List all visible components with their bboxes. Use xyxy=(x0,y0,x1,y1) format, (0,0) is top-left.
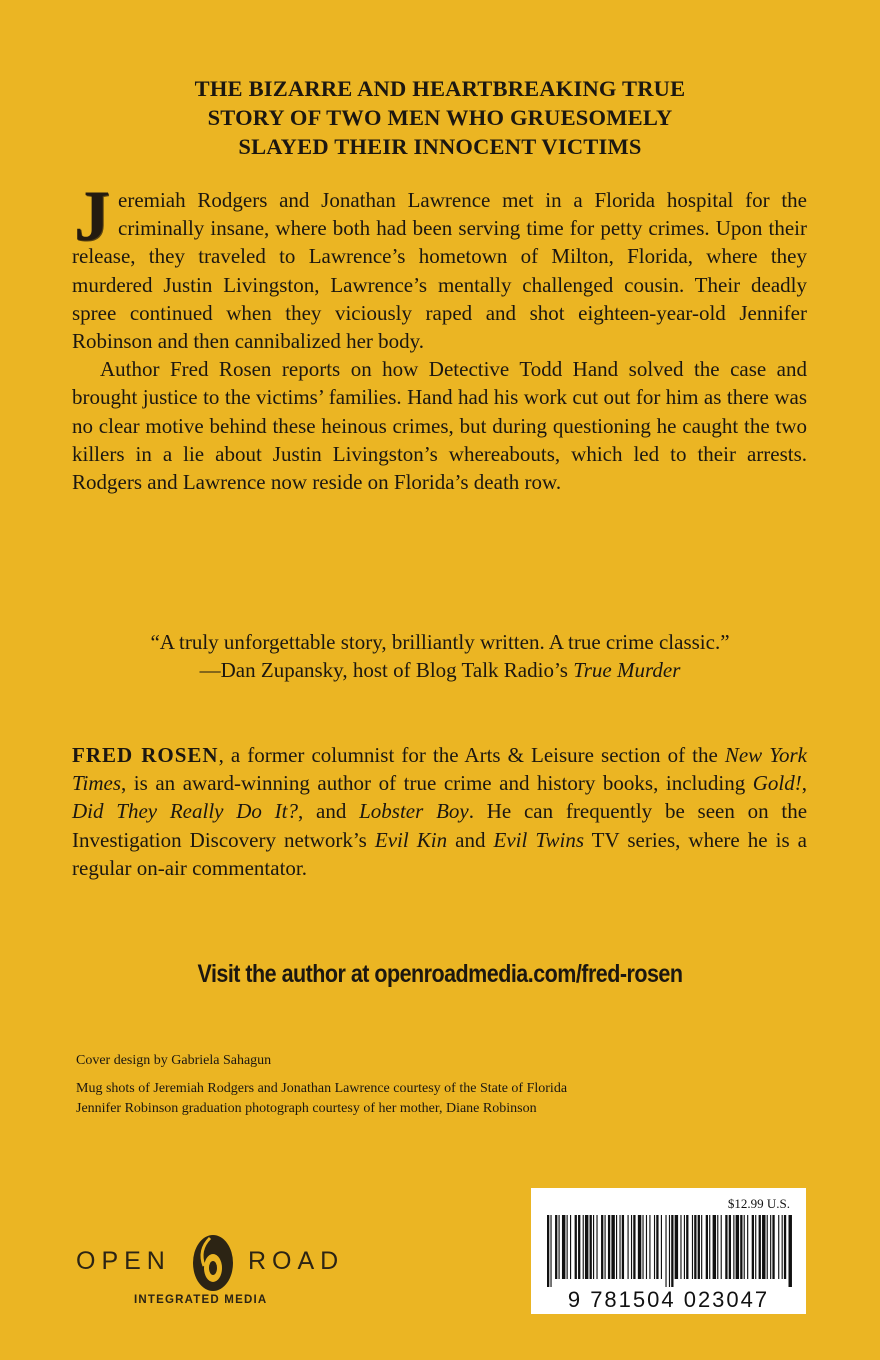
bio-show-2: Evil Twins xyxy=(493,827,585,852)
bio-text-7: TV series, where he is a regular on-air commentator. xyxy=(72,827,808,880)
isbn-barcode-box xyxy=(531,1188,806,1314)
bio-book-1: Gold! xyxy=(752,771,802,796)
isbn-digits: 9 781504 023047 xyxy=(567,1287,770,1312)
bio-text-3: , xyxy=(801,771,807,796)
headline-line-2: STORY OF TWO MEN WHO GRUESOMELY xyxy=(207,105,673,130)
quote-attribution xyxy=(60,656,820,684)
bio-show-1: Evil Kin xyxy=(374,827,448,852)
description-paragraph-1-text: eremiah Rodgers and Jonathan Lawrence met in a Florida hospital for the criminally insane, where both had been serving time for petty crimes. Upon their release, they traveled to Lawrence’s hometown of Milton, Florida, where they murdered Justin Livingston, Lawrence’s mentally challenged cousin. Their deadly spree continued when they viciously raped and shot eighteen-year-old Jennifer Robinson and then cannibalized her body. xyxy=(72,188,807,354)
bio-text-4: , and xyxy=(298,799,360,824)
barcode-icon xyxy=(545,1215,793,1287)
description-paragraph-1 xyxy=(72,176,807,355)
bio-text-2: , is an award-winning author of true crime and history books, including xyxy=(121,771,753,796)
bio-book-3: Lobster Boy xyxy=(359,799,469,824)
quote-attribution-text: —Dan Zupansky, host of Blog Talk Radio’s xyxy=(199,658,574,682)
publisher-subline: INTEGRATED MEDIA xyxy=(134,1294,268,1306)
author-website-line: Visit the author at openroadmedia.com/fred-rosen xyxy=(197,960,683,988)
mugshot-credit: Mug shots of Jeremiah Rodgers and Jonathan Lawrence courtesy of the State of Florida xyxy=(76,1081,568,1096)
headline-line-3: SLAYED THEIR INNOCENT VICTIMS xyxy=(238,134,642,159)
review-quote xyxy=(60,628,820,684)
description-paragraph-2: Author Fred Rosen reports on how Detective Todd Hand solved the case and brought justice to the victims’ families. Hand had his work cut out for him as there was no clear motive behind these heinous crimes, but during questioning he caught the two killers in a lie about Justin Livingston’s whereabouts, which led to their arrests. Rodgers and Lawrence now reside on Florida’s death row. xyxy=(72,357,807,495)
price-label: $12.99 U.S. xyxy=(727,1196,790,1211)
author-name: FRED ROSEN xyxy=(72,743,219,767)
quote-show-title: True Murder xyxy=(573,658,681,682)
bio-text-5: . He can frequently be seen on the Investigation Discovery network’s xyxy=(72,799,808,852)
bio-newspaper: New York Times xyxy=(72,743,807,796)
publisher-word-road: ROAD xyxy=(248,1247,345,1275)
bio-text-1: , a former columnist for the Arts & Leisure section of the xyxy=(218,743,725,767)
author-bio xyxy=(72,741,807,882)
book-description xyxy=(72,176,807,496)
publisher-logo xyxy=(76,1230,356,1310)
quote-text: “A truly unforgettable story, brilliantly written. A true crime classic.” xyxy=(150,630,730,654)
bio-book-2: Did They Really Do It? xyxy=(72,799,299,824)
cover-headline xyxy=(60,74,820,161)
bio-text-6: and xyxy=(447,827,494,852)
drop-cap: J xyxy=(74,176,110,256)
photo-credit: Jennifer Robinson graduation photograph courtesy of her mother, Diane Robinson xyxy=(76,1101,537,1116)
image-credits xyxy=(76,1051,776,1119)
headline-line-1: THE BIZARRE AND HEARTBREAKING TRUE xyxy=(194,76,686,101)
publisher-word-open: OPEN xyxy=(76,1247,171,1275)
cover-design-credit: Cover design by Gabriela Sahagun xyxy=(76,1053,272,1068)
open-road-emblem-icon xyxy=(186,1230,240,1296)
author-bio-text xyxy=(72,741,807,882)
